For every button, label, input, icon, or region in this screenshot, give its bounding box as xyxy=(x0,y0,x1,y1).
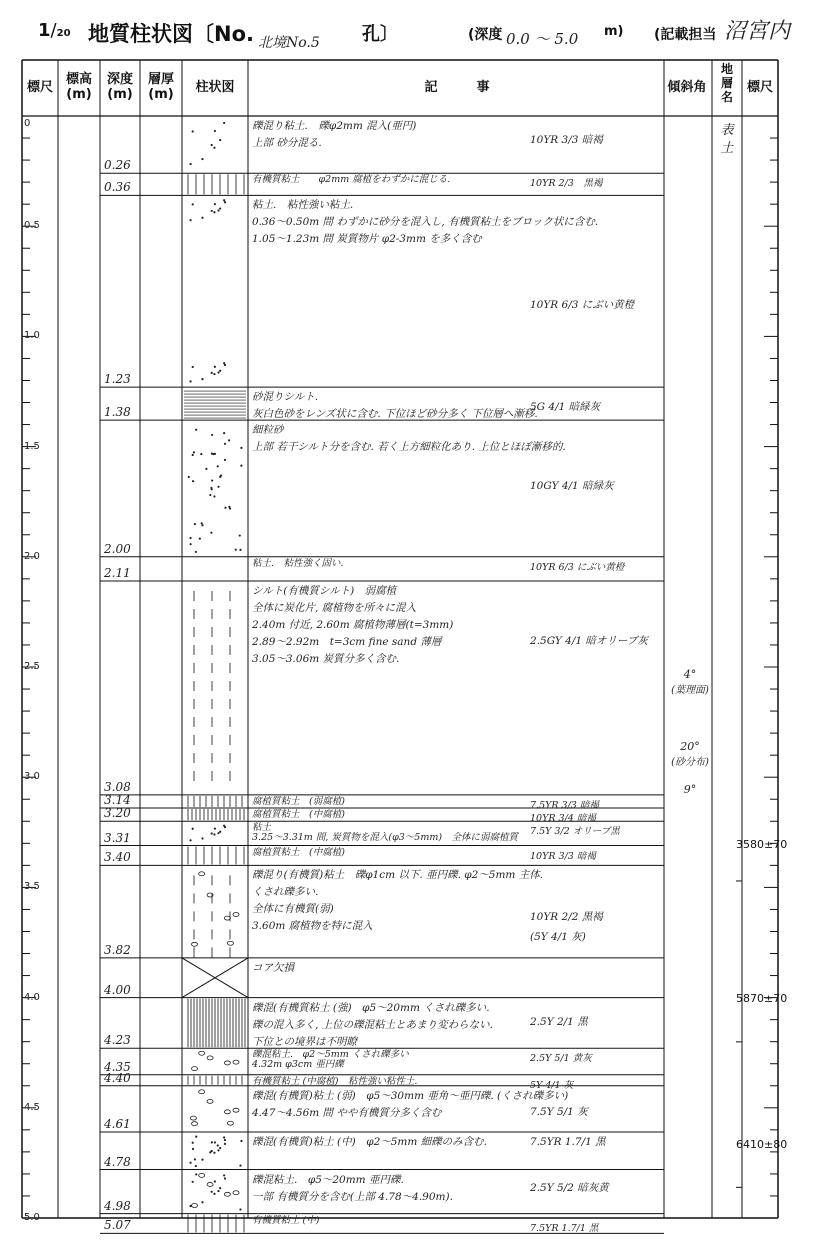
ruler-label: 5.0 xyxy=(24,1212,40,1223)
gravel-dot xyxy=(214,827,216,829)
gravel-dot xyxy=(189,380,191,382)
gravel-dot xyxy=(214,1180,216,1182)
depth-value: 4.78 xyxy=(104,1154,131,1169)
gravel-dot xyxy=(239,1208,241,1210)
scale-denominator: 20 xyxy=(56,28,71,39)
layer-description xyxy=(252,848,345,858)
depth-value: 0.36 xyxy=(104,180,131,195)
col-header-scale: 標尺 xyxy=(26,80,53,95)
description-line: シルト(有機質シルト) 弱腐植 xyxy=(252,585,397,598)
gravel-dot xyxy=(201,158,203,160)
gravel-circle xyxy=(207,1182,213,1186)
depth-value: 4.40 xyxy=(104,1070,131,1085)
col-header-elevation: 標高 (m) xyxy=(65,72,92,102)
depth-value: 3.82 xyxy=(104,942,131,957)
layer-description xyxy=(252,422,566,456)
description-line: 灰白色砂をレンズ状に含む. 下位ほど砂分多く 下位層へ漸移. xyxy=(252,408,538,421)
ruler-label: 1.0 xyxy=(24,330,40,342)
description-line: 4.47～4.56m 間 やや有機質分多く含む xyxy=(252,1106,442,1119)
gravel-dot xyxy=(209,1151,211,1153)
description-line: 腐植質粘土 (中腐植) xyxy=(252,809,345,821)
sand-dot xyxy=(213,495,215,497)
layer-description xyxy=(252,389,538,423)
description-line: 3.25～3.31m 間, 炭質物を混入(φ3～5mm) 全体に弱腐植質 xyxy=(252,832,519,844)
layer-description xyxy=(252,823,518,843)
description-line: 有機質粘土 φ2mm 腐植をわずかに混じる. xyxy=(252,174,451,186)
layer-description xyxy=(252,867,543,935)
sand-dot xyxy=(200,453,202,455)
gravel-dot xyxy=(195,1165,197,1167)
depth-value: 4.35 xyxy=(104,1059,131,1074)
gravel-dot xyxy=(224,201,226,203)
ruler-label: 0.5 xyxy=(24,220,40,232)
gravel-dot xyxy=(223,199,225,201)
gravel-dot xyxy=(192,203,194,205)
sand-dot xyxy=(224,507,226,509)
gravel-dot xyxy=(201,1201,203,1203)
gravel-dot xyxy=(224,1143,226,1145)
gravel-dot xyxy=(240,1140,242,1142)
gravel-circle xyxy=(192,942,198,946)
age-2: 5870±70 xyxy=(736,992,788,1005)
description-line: 有機質粘土 (中腐植) 粘性強い粘性土. xyxy=(252,1075,418,1087)
hole-number: 北境No.5 xyxy=(258,35,320,51)
description-line: 礫混(有機質)粘土 (弱) φ5～30mm 亜角～亜円礫. (くされ礫多い) xyxy=(252,1089,569,1102)
depth-value: 3.40 xyxy=(104,850,131,865)
layer-description xyxy=(252,1172,453,1206)
gravel-dot xyxy=(217,1144,219,1146)
gravel-dot xyxy=(224,1177,226,1179)
ruler-label: 1.5 xyxy=(24,440,40,452)
dip-1-note: (葉理面) xyxy=(671,685,709,696)
description-line: 2.40m 付近, 2.60m 腐植物薄層(t=3mm) xyxy=(252,619,454,632)
gravel-circle xyxy=(192,1203,198,1207)
gravel-dot xyxy=(195,1136,197,1138)
gravel-circle xyxy=(233,913,239,917)
gravel-circle xyxy=(199,1173,205,1177)
depth-value: 5.07 xyxy=(104,1218,131,1233)
depth-value: 1.38 xyxy=(104,405,131,420)
description-line: 礫混粘土. φ2～5mm くされ礫多い xyxy=(252,1049,409,1061)
munsell-color: 2.5Y 2/1 黒 xyxy=(530,1015,588,1028)
gravel-dot xyxy=(201,1159,203,1161)
munsell-color: 2.5Y 5/1 黄灰 xyxy=(530,1053,592,1065)
ruler-label: 2.5 xyxy=(24,661,40,672)
sand-dot xyxy=(192,454,194,456)
gravel-dot xyxy=(211,1141,213,1143)
col-header-column: 柱状図 xyxy=(195,80,235,95)
gravel-dot xyxy=(217,209,219,211)
munsell-color: 7.5YR 1.7/1 黒 xyxy=(530,1222,599,1234)
gravel-circle xyxy=(233,1108,239,1112)
gravel-dot xyxy=(223,122,225,124)
layer-description xyxy=(252,197,598,248)
ruler-label: 4.5 xyxy=(24,1101,40,1113)
gravel-dot xyxy=(192,366,194,368)
layer-description xyxy=(252,175,450,185)
gravel-dot xyxy=(211,372,213,374)
sand-dot xyxy=(193,451,195,453)
gravel-dot xyxy=(213,373,215,375)
gravel-dot xyxy=(219,1147,221,1149)
gravel-dot xyxy=(219,370,221,372)
description-line: 3.60m 腐植物を特に混入 xyxy=(252,920,373,933)
munsell-color-secondary: (5Y 4/1 灰) xyxy=(530,931,586,944)
gravel-circle xyxy=(207,1099,213,1103)
col-header-dip: 傾斜角 xyxy=(667,80,707,95)
description-line: 礫混(有機質)粘土 (中) φ2～5mm 細礫のみ含む. xyxy=(252,1136,488,1149)
description-line: くされ礫多い. xyxy=(252,886,319,899)
gravel-dot xyxy=(189,839,191,841)
gravel-dot xyxy=(217,1149,219,1151)
depth-value: 0.26 xyxy=(104,158,131,173)
gravel-dot xyxy=(194,1158,196,1160)
description-line: 4.32m φ3cm 亜円礫 xyxy=(252,1059,344,1071)
sand-dot xyxy=(188,476,190,478)
gravel-dot xyxy=(214,203,216,205)
sand-dot xyxy=(224,443,226,445)
layer-description xyxy=(252,1216,319,1226)
scale-fraction: 1/20 xyxy=(38,20,71,41)
layer-description xyxy=(252,797,345,807)
gravel-dot xyxy=(219,139,221,141)
sand-dot xyxy=(195,551,197,553)
sand-dot xyxy=(239,534,241,536)
ruler-label: 3.0 xyxy=(24,771,40,783)
munsell-color: 10YR 6/3 にぶい黄橙 xyxy=(530,299,635,312)
depth-value: 1.23 xyxy=(104,372,131,387)
description-line: 粘土. 粘性強い粘土. xyxy=(252,199,354,212)
gravel-circle xyxy=(207,1056,213,1060)
munsell-color: 7.5Y 5/1 灰 xyxy=(530,1105,588,1118)
layer-description xyxy=(252,1077,417,1087)
gravel-circle xyxy=(233,1060,239,1064)
gravel-dot xyxy=(189,1205,191,1207)
dip-2 xyxy=(670,740,710,768)
gravel-dot xyxy=(211,1191,213,1193)
description-line: 礫の混入多く, 上位の礫混粘土とあまり変わらない. xyxy=(252,1018,494,1031)
description-line: 一部 有機質分を含む(上部 4.78～4.90m). xyxy=(252,1190,453,1203)
sand-dot xyxy=(194,523,196,525)
layer-description xyxy=(252,810,345,820)
description-line: 腐植質粘土 (中腐植) xyxy=(252,846,345,858)
scale-numerator: 1 xyxy=(38,20,51,41)
munsell-color: 2.5Y 5/2 暗灰黄 xyxy=(530,1181,609,1194)
sand-dot xyxy=(192,480,194,482)
gravel-dot xyxy=(219,831,221,833)
gravel-circle xyxy=(224,1192,230,1196)
munsell-color: 10YR 2/3 黒褐 xyxy=(530,178,603,190)
gravel-dot xyxy=(195,1173,197,1175)
sand-dot xyxy=(201,524,203,526)
depth-value: 3.31 xyxy=(104,830,131,845)
ruler-label: 2.0 xyxy=(24,550,40,562)
gravel-dot xyxy=(213,211,215,213)
layer-description xyxy=(252,583,453,668)
col-header-description: 記 事 xyxy=(424,80,490,95)
recorder-label: (記載担当 xyxy=(654,27,717,43)
sand-dot xyxy=(189,537,191,539)
gravel-dot xyxy=(189,219,191,221)
munsell-color: 2.5GY 4/1 暗オリーブ灰 xyxy=(530,635,648,648)
gravel-dot xyxy=(192,130,194,132)
gravel-dot xyxy=(192,1181,194,1183)
sand-dot xyxy=(212,453,214,455)
gravel-dot xyxy=(189,1162,191,1164)
page-title: 地質柱状図〔No. xyxy=(88,22,254,46)
depth-value: 2.00 xyxy=(104,541,131,556)
sand-dot xyxy=(235,549,237,551)
munsell-color: 7.5Y 3/2 オリーブ黒 xyxy=(530,826,620,838)
gravel-dot xyxy=(201,217,203,219)
ruler-label: 3.5 xyxy=(24,881,40,893)
col-header-thickness: 層厚 (m) xyxy=(147,72,174,102)
gravel-dot xyxy=(211,144,213,146)
description-line: 上部 若干シルト分を含む. 若く上方細粒化あり. 上位とほぼ漸移的. xyxy=(252,441,566,454)
layer-name: 表土 xyxy=(720,123,734,156)
layer-description xyxy=(252,1088,568,1122)
gravel-dot xyxy=(192,1148,194,1150)
description-line: 1.05～1.23m 間 炭質物片 φ2-3mm を多く含む xyxy=(252,233,482,246)
gravel-dot xyxy=(214,1141,216,1143)
sand-dot xyxy=(239,549,241,551)
depth-value: 4.98 xyxy=(104,1198,131,1213)
age-3: 6410±80 xyxy=(736,1138,788,1151)
gravel-dot xyxy=(213,1152,215,1154)
gravel-dot xyxy=(224,364,226,366)
depth-value: 4.23 xyxy=(104,1033,131,1048)
gravel-circle xyxy=(199,1090,205,1094)
depth-label: (深度 xyxy=(468,27,503,43)
depth-value: 2.11 xyxy=(104,566,131,581)
description-line: 細粒砂 xyxy=(252,424,284,437)
munsell-color: 10GY 4/1 暗緑灰 xyxy=(530,480,614,493)
sand-dot xyxy=(217,486,219,488)
sand-dot xyxy=(209,494,211,496)
description-line: 全体に有機質(弱) xyxy=(252,903,334,916)
layer-description xyxy=(252,118,416,152)
gravel-circle xyxy=(190,1116,196,1120)
gravel-circle xyxy=(224,1061,230,1065)
ruler-label: 0 xyxy=(24,118,31,129)
description-line: 3.05～3.06m 炭質分多く含む. xyxy=(252,653,400,666)
description-line: 全体に炭化片, 腐植物を所々に混入 xyxy=(252,602,417,615)
munsell-color: 5G 4/1 暗緑灰 xyxy=(530,401,601,414)
description-line: 0.36～0.50m 間 わずかに砂分を混入し, 有機質粘土をブロック状に含む. xyxy=(252,216,599,229)
sand-dot xyxy=(190,543,192,545)
sand-dot xyxy=(240,465,242,467)
gravel-circle xyxy=(199,872,205,876)
depth-value: 3.20 xyxy=(104,806,131,821)
gravel-dot xyxy=(223,1174,225,1176)
sand-dot xyxy=(224,459,226,461)
dip-2-value: 20° xyxy=(680,740,700,753)
gravel-dot xyxy=(239,1164,241,1166)
gravel-dot xyxy=(217,832,219,834)
munsell-color: 10YR 3/4 暗褐 xyxy=(530,813,596,825)
dip-3-value: 9° xyxy=(683,783,697,796)
sand-dot xyxy=(201,522,203,524)
sand-dot xyxy=(210,487,212,489)
description-line: 礫混粘土. φ5～20mm 亜円礫. xyxy=(252,1173,404,1186)
gravel-circle xyxy=(227,1121,233,1125)
age-1: 3580±70 xyxy=(736,838,788,851)
dip-3 xyxy=(670,783,710,796)
sand-dot xyxy=(195,429,197,431)
description-line: 2.89～2.92m t=3cm fine sand 薄層 xyxy=(252,636,442,649)
gravel-circle xyxy=(227,941,233,945)
description-line: 礫混り(有機質)粘土 礫φ1cm 以下. 亜円礫. φ2～5mm 主体. xyxy=(252,869,544,882)
gravel-circle xyxy=(224,1110,230,1114)
col-header-layer-name: 地 層 名 xyxy=(720,62,733,104)
munsell-color: 10YR 3/3 暗褐 xyxy=(530,134,603,146)
depth-value: 4.61 xyxy=(104,1117,131,1132)
depth-range: 0.0 ～ 5.0 xyxy=(506,30,579,48)
description-line: 上部 砂分混る. xyxy=(252,137,322,149)
gravel-dot xyxy=(201,378,203,380)
gravel-dot xyxy=(192,828,194,830)
gravel-dot xyxy=(219,207,221,209)
description-line: 砂混りシルト. xyxy=(252,391,319,404)
layer-description xyxy=(252,1050,409,1070)
gravel-dot xyxy=(214,130,216,132)
layer-description xyxy=(252,1000,493,1051)
gravel-dot xyxy=(217,371,219,373)
sand-dot xyxy=(228,506,230,508)
gravel-dot xyxy=(217,1190,219,1192)
gravel-dot xyxy=(189,163,191,165)
dip-1-value: 4° xyxy=(683,668,697,681)
munsell-color: 7.5YR 3/3 暗褐 xyxy=(530,799,599,811)
munsell-color: 10YR 2/2 黒褐 xyxy=(530,911,603,924)
description-line: 粘土. 粘性強く固い. xyxy=(252,557,344,569)
gravel-dot xyxy=(223,1136,225,1138)
gravel-circle xyxy=(224,916,230,920)
gravel-circle xyxy=(233,1191,239,1195)
description-line: 礫混り粘土. 礫φ2mm 混入(亜円) xyxy=(252,120,417,132)
col-header-scale-right: 標尺 xyxy=(746,80,773,95)
gravel-dot xyxy=(201,837,203,839)
sand-dot xyxy=(211,479,213,481)
sand-dot xyxy=(228,439,230,441)
gravel-dot xyxy=(211,832,213,834)
gravel-dot xyxy=(214,366,216,368)
description-line: 礫混(有機質粘土 (強) φ5～20mm くされ礫多い. xyxy=(252,1001,490,1014)
munsell-color: 10YR 6/3 にぶい黄橙 xyxy=(530,561,625,573)
gravel-dot xyxy=(224,1139,226,1141)
gravel-circle xyxy=(192,1067,198,1071)
sand-dot xyxy=(240,447,242,449)
gravel-dot xyxy=(213,833,215,835)
col-header-depth: 深度 (m) xyxy=(106,72,133,102)
layer-description xyxy=(252,960,294,977)
gravel-dot xyxy=(219,1187,221,1189)
sand-dot xyxy=(223,432,225,434)
recorder-name: 沼宮内 xyxy=(724,19,791,44)
gravel-dot xyxy=(213,1193,215,1195)
ruler-label: 4.0 xyxy=(24,991,40,1003)
sand-dot xyxy=(210,532,212,534)
gravel-circle xyxy=(199,1051,205,1055)
description-line: 腐植質粘土 (弱腐植) xyxy=(252,795,345,807)
depth-value: 3.14 xyxy=(104,793,131,808)
layer-description xyxy=(252,1134,487,1151)
depth-value: 3.08 xyxy=(104,779,131,794)
sand-dot xyxy=(220,475,222,477)
sand-dot xyxy=(205,468,207,470)
dip-1 xyxy=(670,668,710,696)
munsell-color: 5Y 4/1 灰 xyxy=(530,1079,574,1091)
description-line: 粘土 xyxy=(252,822,272,834)
gravel-dot xyxy=(224,826,226,828)
gravel-dot xyxy=(192,1142,194,1144)
gravel-dot xyxy=(211,210,213,212)
layer-description xyxy=(252,559,344,569)
hole-suffix: 孔〕 xyxy=(362,24,398,45)
description-line: 下位との境界は不明瞭 xyxy=(252,1035,357,1048)
sand-dot xyxy=(211,434,213,436)
munsell-color: 7.5YR 1.7/1 黒 xyxy=(530,1136,606,1149)
description-line: 有機質粘土 (中) xyxy=(252,1214,320,1226)
depth-unit: m) xyxy=(604,24,624,39)
munsell-color: 10YR 3/3 暗褐 xyxy=(530,850,596,862)
description-line: コア欠損 xyxy=(252,961,294,974)
dip-2-note: (砂分布) xyxy=(671,757,709,768)
depth-value: 4.00 xyxy=(104,982,131,997)
sand-dot xyxy=(199,538,201,540)
gravel-dot xyxy=(213,147,215,149)
sand-dot xyxy=(217,465,219,467)
gravel-circle xyxy=(192,1122,198,1126)
